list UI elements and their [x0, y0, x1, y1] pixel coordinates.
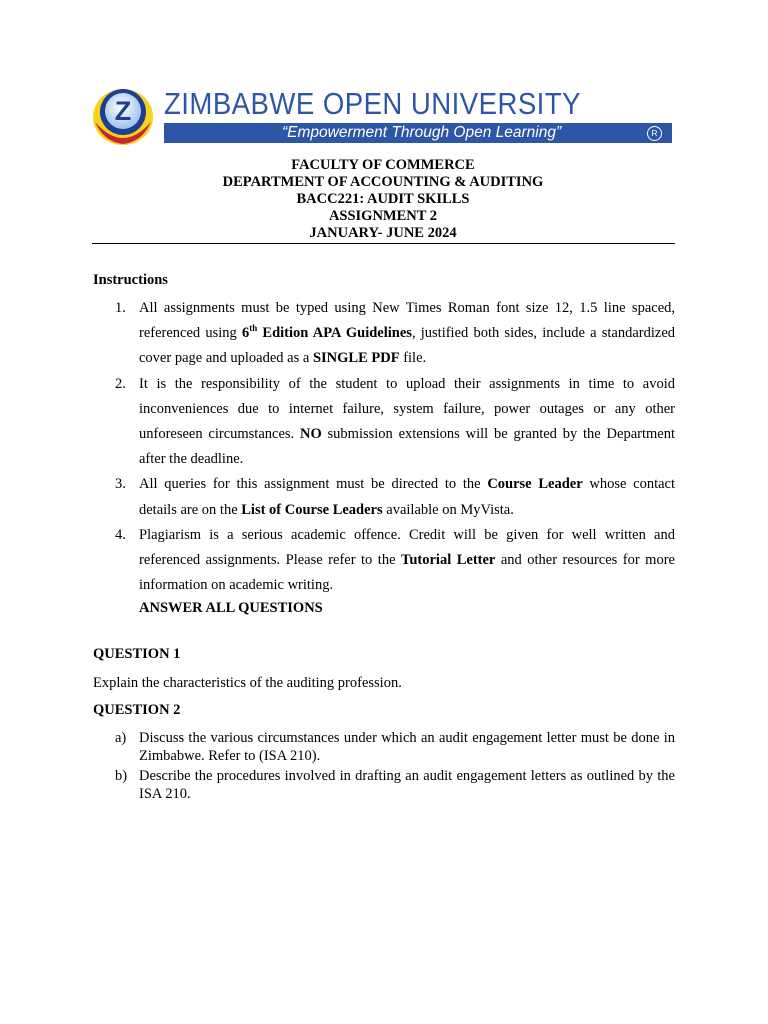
answer-all-heading: ANSWER ALL QUESTIONS [139, 600, 323, 616]
instruction-number: 1. [115, 300, 126, 316]
instruction-bold: Edition APA Guidelines [257, 325, 412, 342]
instruction-number: 4. [115, 526, 126, 543]
instruction-number: 2. [115, 375, 126, 392]
instructions-heading: Instructions [93, 272, 168, 288]
instruction-bold: Course Leader [487, 476, 583, 493]
instruction-text: file. [399, 350, 427, 367]
question-part-text: Discuss the various circumstances under which an audit engagement letter must be done in Zimbabwe. Refer to (ISA 210). [139, 730, 675, 764]
question-1-text: Explain the characteristics of the auditing profession. [93, 675, 402, 691]
instruction-text: , justified both sides, include a standardized cover page and uploaded as a [139, 325, 675, 367]
instruction-bold: Tutorial Letter [401, 552, 496, 569]
instruction-text: and other resources for more information on academic writing. [139, 552, 675, 594]
university-motto: “Empowerment Through Open Learning” [282, 124, 562, 141]
question-2-parts [93, 729, 675, 803]
instruction-item [93, 472, 675, 522]
university-name: ZIMBABWE OPEN UNIVERSITY [164, 86, 581, 121]
instruction-text: All assignments must be typed using New Times Roman font size 12, 1.5 line spaced, referenced using [139, 300, 675, 342]
instruction-item [93, 523, 675, 599]
instruction-text: It is the responsibility of the student to upload their assignments in time to avoid inconveniences due to internet failure, system failure, power outages or any other unforeseen circumstances. [139, 375, 675, 443]
question-1-title: QUESTION 1 [93, 646, 181, 662]
instruction-number: 3. [115, 476, 126, 493]
question-part [93, 767, 675, 803]
question-part-text: Describe the procedures involved in drafting an audit engagement letters as outlined by the ISA 210. [139, 768, 675, 802]
zou-emblem-icon [92, 84, 154, 146]
motto-band [164, 123, 672, 143]
document-header [92, 157, 674, 242]
question-part [93, 729, 675, 765]
instruction-text: available on MyVista. [382, 501, 514, 518]
instructions-list [93, 296, 675, 598]
period-title: JANUARY- JUNE 2024 [309, 225, 457, 241]
instruction-bold: List of Course Leaders [241, 501, 383, 518]
header-divider [92, 243, 675, 244]
instruction-superscript: th [249, 323, 258, 334]
question-part-letter: a) [115, 730, 127, 746]
instruction-bold: SINGLE PDF [312, 350, 400, 367]
course-title: BACC221: AUDIT SKILLS [296, 191, 470, 207]
question-part-letter: b) [115, 768, 128, 784]
instruction-text: submission extensions will be granted by the Department after the deadline. [139, 426, 675, 468]
instruction-text: whose contact details are on the [139, 476, 676, 518]
university-logo [92, 84, 674, 150]
instruction-bold: 6 [241, 325, 250, 342]
question-2-title: QUESTION 2 [93, 702, 181, 718]
instruction-item [93, 372, 675, 473]
instruction-text: All queries for this assignment must be directed to the [139, 476, 488, 493]
faculty-title: FACULTY OF COMMERCE [291, 157, 475, 173]
assignment-title: ASSIGNMENT 2 [328, 208, 438, 224]
instruction-text: Plagiarism is a serious academic offence. Credit will be given for well written and referenced assignments. Please refer to the [139, 526, 675, 569]
instruction-item [93, 296, 675, 372]
instruction-bold: NO [299, 426, 322, 443]
registered-mark: R [647, 126, 662, 141]
emblem-letter: Z [114, 96, 132, 126]
department-title: DEPARTMENT OF ACCOUNTING & AUDITING [222, 174, 544, 190]
